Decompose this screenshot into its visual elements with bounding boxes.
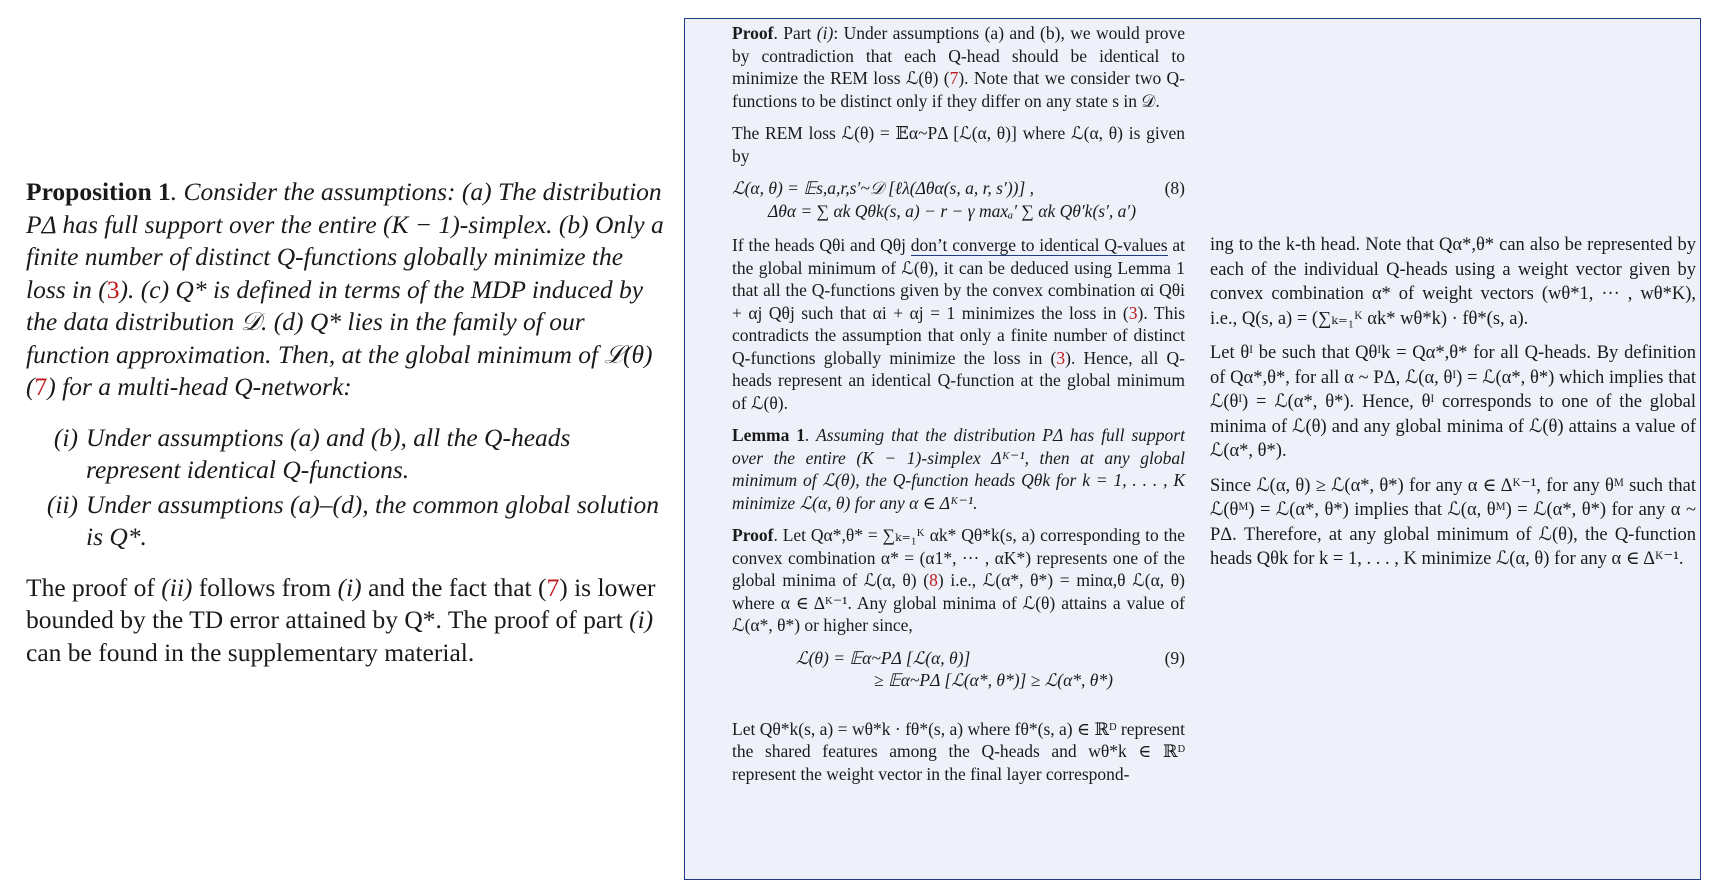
text-run: If the heads Qθi and Qθj — [732, 235, 911, 255]
citation-ref-3[interactable]: 3 — [1128, 302, 1138, 323]
proposition-paragraph — [26, 176, 666, 404]
equation-line: Δθα = ∑ αk Qθk(s, a) − r − γ maxₐ′ ∑ αk Qθ′k(s′, a′) — [768, 200, 1137, 221]
citation-ref-7[interactable]: 7 — [34, 372, 48, 401]
item-text: Under assumptions (a) and (b), all the Q-heads represent identical Q-functions. — [86, 422, 571, 484]
proposition-label: Proposition 1 — [26, 177, 171, 206]
rem-loss-paragraph: The REM loss ℒ(θ) = 𝔼α~PΔ [ℒ(α, θ)] where ℒ(α, θ) is given by — [732, 123, 1185, 166]
item-label: (ii) — [46, 489, 78, 519]
lemma-proof-paragraph — [732, 524, 1185, 637]
list-item — [26, 489, 666, 554]
citation-ref-3[interactable]: 3 — [106, 274, 120, 304]
proposition-text-3: ) for a multi-head Q-network: — [47, 372, 352, 401]
proof-label: Proof — [732, 23, 774, 43]
text-run: : Under assumptions (a) and (b), we would prove by contradiction that each Q-head should be identical to minimize the REM loss ℒ(θ) ( — [732, 23, 1185, 88]
proof-column-1 — [732, 22, 1185, 795]
equation-line: ℒ(θ) = 𝔼α~PΔ [ℒ(α, θ)] — [796, 647, 971, 668]
underlined-text: don’t converge to identical Q-values — [910, 235, 1168, 255]
text-run: . Part — [773, 23, 817, 43]
equation-line: ≥ 𝔼α~PΔ [ℒ(α*, θ*)] ≥ ℒ(α*, θ*) — [874, 670, 1113, 690]
lemma-label: Lemma 1 — [732, 425, 806, 445]
citation-ref-8[interactable]: 8 — [929, 570, 938, 590]
lemma-paragraph — [732, 424, 1185, 514]
text-run: (i) — [816, 23, 834, 43]
contradiction-paragraph — [732, 234, 1185, 414]
text-run: (i) — [337, 572, 362, 602]
citation-ref-3[interactable]: 3 — [1056, 347, 1066, 368]
item-label: (i) — [53, 422, 78, 452]
text-run: The proof of — [26, 572, 162, 602]
proposition-column — [26, 176, 666, 669]
equation-line: ℒ(α, θ) = 𝔼s,a,r,s′~𝒟 [ℓλ(Δθα(s, a, r, s′))] , — [732, 178, 1035, 198]
lemma-text: . Assuming that the distribution PΔ has full support over the entire (K − 1)-simplex Δᴷ⁻¹, then at any global minimum of ℒ(θ), the Q-function heads Qθk for k = 1, . . . , K minimize ℒ(α, θ) for any α ∈ Δᴷ⁻¹. — [732, 425, 1185, 513]
text-run: . Let Qα*,θ* = ∑ₖ₌₁ᴷ αk* Qθ*k(s, a) corresponding to the convex combination α* = (α1*, ··· , αK*) represents one of the global minima of ℒ(α, θ) ( — [732, 525, 1185, 590]
proof-label: Proof — [732, 525, 774, 545]
citation-ref-7[interactable]: 7 — [546, 572, 560, 602]
proof-paragraph: Since ℒ(α, θ) ≥ ℒ(α*, θ*) for any α ∈ Δᴷ⁻¹, for any θᴹ such that ℒ(θᴹ) = ℒ(α*, θ*) implies that ℒ(α, θᴹ) = ℒ(α*, θ*) for any α ~ PΔ. Therefore, at any global minimum of ℒ(θ), the Q-function heads Qθk for k = 1, . . . , K minimize ℒ(α, θ) for any α ∈ Δᴷ⁻¹. — [1210, 475, 1696, 569]
item-text: Under assumptions (a)–(d), the common global solution is Q*. — [86, 489, 660, 551]
text-run: follows from — [192, 572, 338, 602]
text-run: (ii) — [161, 572, 193, 602]
text-run: and the fact that ( — [361, 572, 547, 602]
equation-number: (9) — [1164, 647, 1185, 668]
proposition-items — [26, 422, 666, 554]
equation-number: (8) — [1164, 178, 1185, 198]
text-run: can be found in the supplementary material. — [26, 637, 475, 667]
text-run: at the global minimum of ℒ(θ), it can be deduced using Lemma 1 that all the Q-functions given by the convex combination αi Qθi + αj Qθj such that αi + αj = 1 minimizes the loss in ( — [732, 235, 1185, 323]
proof-paragraph: ing to the k-th head. Note that Qα*,θ* can also be represented by each of the individual Q-heads using a weight vector given by convex combination α* of weight vectors (wθ*1, ··· , wθ*K), i.e., Q(s, a) = (∑ₖ₌₁ᴷ αk* wθ*k) · fθ*(s, a). — [1210, 235, 1696, 329]
features-paragraph: Let Qθ*k(s, a) = wθ*k · fθ*(s, a) where fθ*(s, a) ∈ ℝᴰ represent the shared features among the Q-heads and wθ*k ∈ ℝᴰ represent the weight vector in the final layer correspond- — [732, 718, 1185, 784]
proof-paragraph: Let θᴵ be such that Qθᴵk = Qα*,θ* for all Q-heads. By definition of Qα*,θ*, for all α ~ PΔ, ℒ(α, θᴵ) = ℒ(α*, θ*) which implies that ℒ(θᴵ) = ℒ(α*, θ*). Hence, θᴵ corresponds to one of the global minima of ℒ(θ) and any global minima of ℒ(θ) attains a value of ℒ(α*, θ*). — [1210, 343, 1696, 461]
proof-column-2 — [1210, 233, 1696, 582]
proof-sketch-paragraph — [26, 572, 666, 670]
text-run: ) i.e., ℒ(α*, θ*) = minα,θ ℒ(α, θ) where α ∈ Δᴷ⁻¹. Any global minima of ℒ(θ) attains a value of ℒ(α*, θ*) or higher since, — [732, 570, 1185, 635]
list-item — [26, 422, 666, 487]
text-run: ). Hence, all Q-heads represent an identical Q-function at the global minimum of ℒ(θ). — [732, 347, 1185, 413]
text-run: (i) — [629, 605, 654, 634]
equation-8 — [732, 177, 1185, 222]
proposition-text-2: ). (c) Q* is defined in terms of the MDP induced by the data distribution 𝒟. (d) Q* lies in the family of our function approximation. Then, at the global minimum of ℒ(θ) ( — [26, 274, 653, 401]
text-run: ). This contradicts the assumption that only a finite number of distinct Q-functions globally minimize the loss in ( — [732, 302, 1186, 368]
text-run: ) is lower bounded by the TD error attained by Q*. The proof of part — [26, 572, 656, 634]
text-run: ). Note that we consider two Q-functions to be distinct only if they differ on any state s in 𝒟. — [732, 68, 1185, 111]
citation-ref-7[interactable]: 7 — [949, 68, 959, 88]
equation-9 — [732, 647, 1185, 692]
proof-paragraph — [732, 22, 1185, 112]
proposition-text: . Consider the assumptions: (a) The distribution PΔ has full support over the entire (K − 1)-simplex. (b) Only a finite number of distinct Q-functions globally minimize the loss in ( — [26, 177, 664, 304]
